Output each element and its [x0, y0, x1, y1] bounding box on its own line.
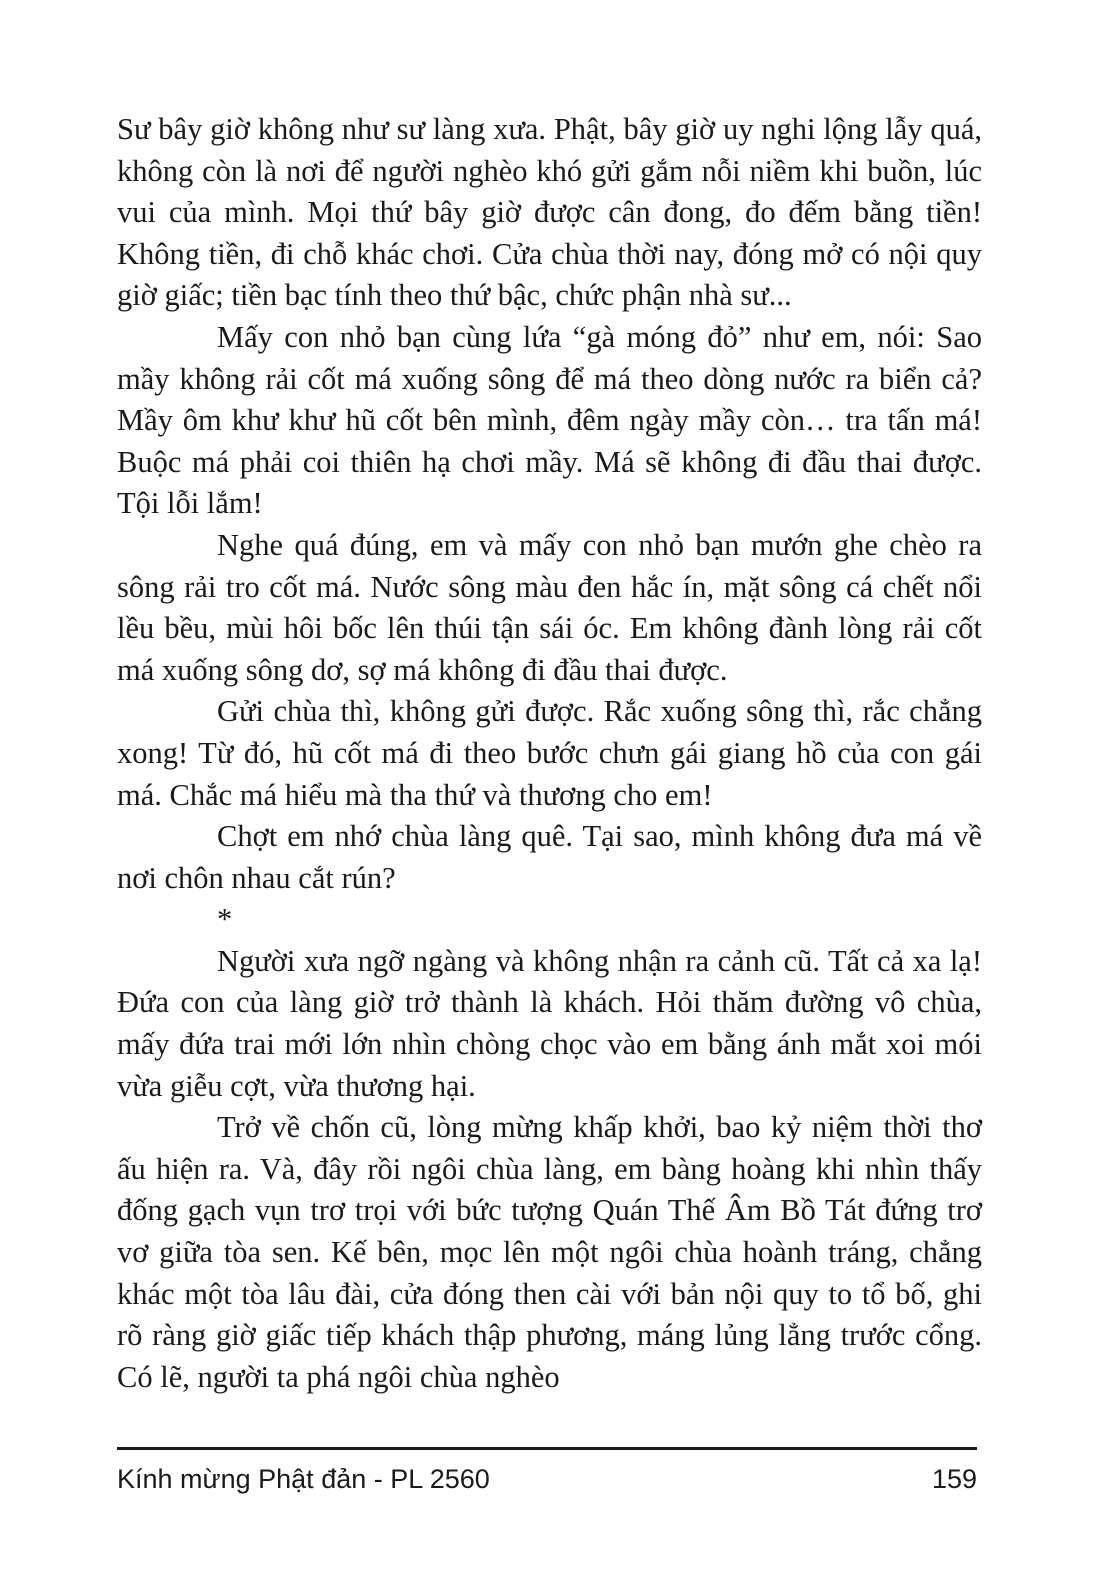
running-title: Kính mừng Phật đản - PL 2560: [117, 1464, 490, 1494]
paragraph-6: Người xưa ngỡ ngàng và không nhận ra cảnh cũ. Tất cả xa lạ! Đứa con của làng giờ trở thành là khách. Hỏi thăm đường vô chùa, mấy đứa trai mới lớn nhìn chòng chọc vào em bằng ánh mắt xoi mói vừa giễu cợt, vừa thương hại.: [117, 943, 982, 1103]
section-separator: *: [217, 902, 233, 937]
paragraph-7: Trở về chốn cũ, lòng mừng khấp khởi, bao kỷ niệm thời thơ ấu hiện ra. Và, đây rồi ngôi chùa làng, em bàng hoàng khi nhìn thấy đống gạch vụn trơ trọi với bức tượng Quán Thế Âm Bồ Tát đứng trơ vơ giữa tòa sen. Kế bên, mọc lên một ngôi chùa hoành tráng, chẳng khác một tòa lâu đài, cửa đóng then cài với bản nội quy to tổ bố, ghi rõ ràng giờ giấc tiếp khách thập phương, máng lủng lẳng trước cổng. Có lẽ, người ta phá ngôi chùa nghèo: [117, 1110, 982, 1394]
paragraph-3: Nghe quá đúng, em và mấy con nhỏ bạn mướn ghe chèo ra sông rải tro cốt má. Nước sông màu đen hắc ín, mặt sông cá chết nổi lều bều, mùi hôi bốc lên thúi tận sái óc. Em không đành lòng rải cốt má xuống sông dơ, sợ má không đi đầu thai được.: [117, 527, 982, 687]
paragraph-5: Chợt em nhớ chùa làng quê. Tại sao, mình không đưa má về nơi chôn nhau cắt rún?: [117, 819, 982, 895]
page-number: 159: [931, 1464, 977, 1494]
footer-rule: [117, 1447, 977, 1450]
paragraph-2: Mấy con nhỏ bạn cùng lứa “gà móng đỏ” như em, nói: Sao mầy không rải cốt má xuống sông để má theo dòng nước ra biển cả? Mầy ôm khư khư hũ cốt bên mình, đêm ngày mầy còn… tra tấn má! Buộc má phải coi thiên hạ chơi mầy. Má sẽ không đi đầu thai được. Tội lỗi lắm!: [117, 319, 982, 521]
page-footer: [117, 1459, 977, 1499]
body-text: [117, 109, 982, 1398]
paragraph-4: Gửi chùa thì, không gửi được. Rắc xuống sông thì, rắc chẳng xong! Từ đó, hũ cốt má đi theo bước chưn gái giang hồ của con gái má. Chắc má hiểu mà tha thứ và thương cho em!: [117, 694, 982, 812]
paragraph-1: Sư bây giờ không như sư làng xưa. Phật, bây giờ uy nghi lộng lẫy quá, không còn là nơi để người nghèo khó gửi gắm nỗi niềm khi buồn, lúc vui của mình. Mọi thứ bây giờ được cân đong, đo đếm bằng tiền! Không tiền, đi chỗ khác chơi. Cửa chùa thời nay, đóng mở có nội quy giờ giấc; tiền bạc tính theo thứ bậc, chức phận nhà sư...: [117, 112, 982, 313]
